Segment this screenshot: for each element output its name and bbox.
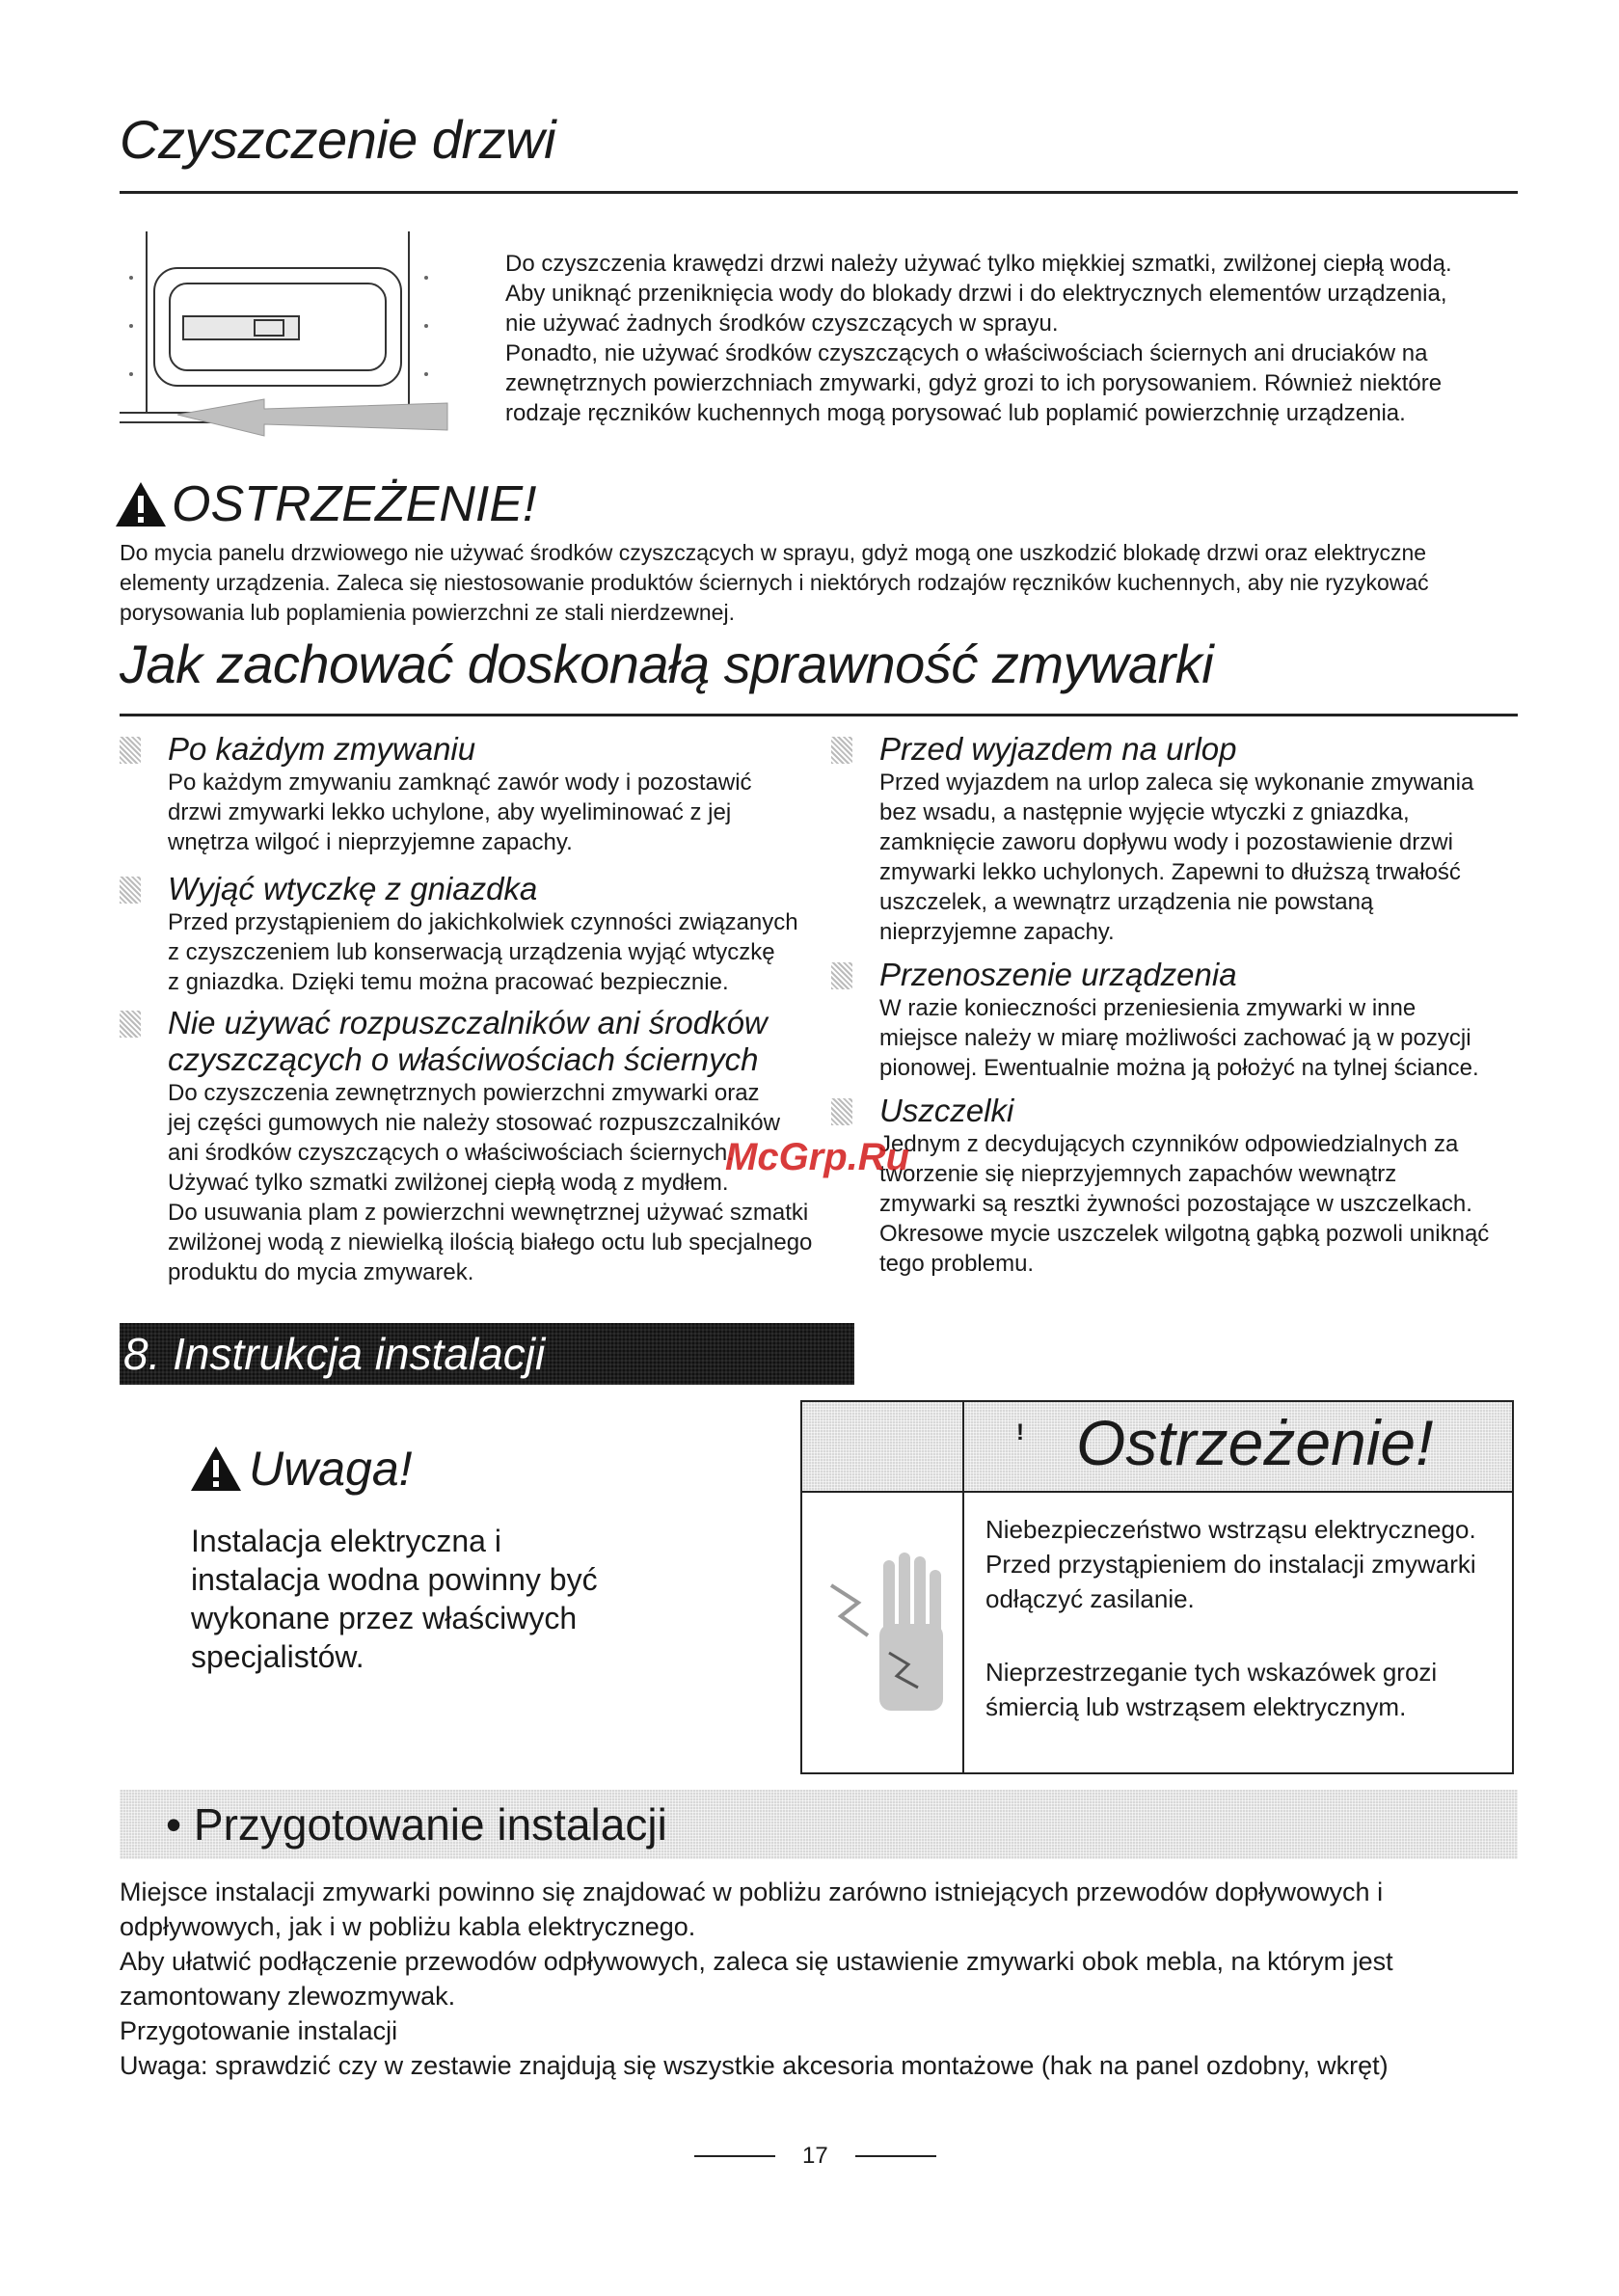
title-rule — [120, 191, 1518, 194]
caution-heading: Uwaga! — [249, 1442, 413, 1496]
preparation-band — [120, 1790, 1518, 1859]
tip-title: Wyjąć wtyczkę z gniazdka — [168, 871, 538, 906]
warning-box-exclaim: ! — [1016, 1419, 1024, 1445]
tip-title: Przenoszenie urządzenia — [879, 957, 1237, 992]
page-title: Czyszczenie drzwi — [120, 109, 556, 170]
tip-title: Przed wyjazdem na urlop — [879, 731, 1237, 767]
door-cleaning-text: Do czyszczenia krawędzi drzwi należy używać tylko miękkiej szmatki, zwilżonej ciepłą wodą. Aby uniknąć przeniknięcia wody do blokady drzwi i do elektrycznych elementów urządzenia, nie używać żadnych środków czyszczących w sprayu. Ponadto, nie używać środków czyszczących o właściwościach ściernych ani druciaków na zewnętrznych powierzchniach zmywarki, gdyż grozi to ich porysowaniem. Również niektóre rodzaje ręczników kuchennych mogą porysować lub poplamić powierzchnię urządzenia. — [505, 251, 1452, 426]
tip-text: Przed wyjazdem na urlop zaleca się wykonanie zmywania bez wsadu, a następnie wyjęcie wtyczki z gniazdka, zamknięcie zaworu dopływu wody i pozostawienie drzwi zmywarki lekko uchylonych. Zapewni to dłuższą trwałość uszczelek, a wewnątrz urządzenia nie powstaną nieprzyjemne zapachy. — [879, 770, 1474, 945]
tip-text: Przed przystąpieniem do jakichkolwiek czynności związanych z czyszczeniem lub konserwacją urządzenia wyjąć wtyczkę z gniazdka. Dzięki temu można pracować bezpiecznie. — [168, 909, 798, 995]
tip-title: Uszczelki — [879, 1093, 1014, 1128]
tip-after-wash — [120, 731, 833, 857]
dishwasher-door-illustration — [120, 220, 457, 451]
page-number: 17 — [802, 2143, 828, 2169]
warning-header — [114, 474, 536, 534]
footer-rule-left — [694, 2155, 775, 2157]
warning-heading: OSTRZEŻENIE! — [172, 476, 537, 532]
tip-bullet-icon — [831, 737, 852, 764]
caution-text: Instalacja elektryczna i instalacja wodna powinny być wykonane przez właściwych specjalistów. — [191, 1524, 598, 1674]
tip-title: Po każdym zmywaniu — [168, 731, 476, 767]
tip-vacation — [831, 731, 1545, 947]
preparation-heading: • Przygotowanie instalacji — [166, 1799, 667, 1850]
warning-box-text-1: Niebezpieczeństwo wstrząsu elektrycznego. Przed przystąpieniem do instalacji zmywarki odłączyć zasilanie. — [985, 1515, 1476, 1613]
tip-unplug — [120, 871, 833, 997]
preparation-text: Miejsce instalacji zmywarki powinno się znajdować w pobliżu zarówno istniejących przewodów dopływowych i odpływowych, jak i w pobliżu kabla elektrycznego. Aby ułatwić podłączenie przewodów odpływowych, zaleca się ustawienie zmywarki obok mebla, na którym jest zamontowany zlewozmywak. Przygotowanie instalacji Uwaga: sprawdzić czy w zestawie znajdują się wszystkie akcesoria montażowe (hak na panel ozdobny, wkręt) — [120, 1877, 1393, 2080]
section-installation-title: 8. Instrukcja instalacji — [123, 1329, 546, 1379]
electrical-warning-box — [800, 1400, 1514, 1774]
warning-box-text-2: Nieprzestrzeganie tych wskazówek grozi śmiercią lub wstrząsem elektrycznym. — [985, 1658, 1438, 1721]
caution-header — [189, 1441, 413, 1497]
page-footer — [694, 2143, 936, 2170]
tip-bullet-icon — [120, 1011, 141, 1038]
tip-bullet-icon — [831, 1098, 852, 1125]
warning-box-heading: Ostrzeżenie! — [1076, 1407, 1434, 1478]
tip-moving — [831, 957, 1545, 1083]
electric-hand-icon — [812, 1547, 957, 1720]
warning-triangle-icon — [189, 1445, 243, 1493]
tip-text: Do czyszczenia zewnętrznych powierzchni zmywarki oraz jej części gumowych nie należy stosować rozpuszczalników ani środków czyszczących o właściwościach ściernych. Używać tylko szmatki zwilżonej ciepłą wodą z mydłem. Do usuwania plam z powierzchni wewnętrznej używać szmatki zwilżonej wodą z niewielką ilością białego octu lub specjalnego produktu do mycia zmywarek. — [168, 1080, 813, 1285]
tip-title: Nie używać rozpuszczalników ani środków czyszczących o właściwościach ściernych — [168, 1005, 768, 1077]
section-installation-band — [120, 1323, 854, 1385]
tip-gaskets — [831, 1093, 1545, 1279]
warning-text: Do mycia panelu drzwiowego nie używać środków czyszczących w sprayu, gdyż mogą one uszkodzić blokadę drzwi oraz elektryczne elementy urządzenia. Zaleca się niestosowanie produktów ściernych i niektórych rodzajów ręczników kuchennych, aby nie ryzykować porysowania lub poplamienia powierzchni ze stali nierdzewnej. — [120, 540, 1429, 625]
watermark: McGrp.Ru — [725, 1136, 910, 1178]
warning-triangle-icon — [114, 480, 168, 528]
tip-text: Jednym z decydujących czynników odpowiedzialnych za tworzenie się nieprzyjemnych zapachów wewnątrz zmywarki są resztki żywności pozostające w uszczelkach. Okresowe mycie uszczelek wilgotną gąbką pozwoli uniknąć tego problemu. — [879, 1131, 1490, 1277]
maintenance-right-column — [831, 731, 1545, 1279]
maintenance-left-column — [120, 731, 833, 1287]
tip-bullet-icon — [120, 737, 141, 764]
warning-box-divider — [962, 1402, 964, 1772]
footer-rule-right — [855, 2155, 936, 2157]
tip-bullet-icon — [831, 962, 852, 989]
tip-text: Po każdym zmywaniu zamknąć zawór wody i pozostawić drzwi zmywarki lekko uchylone, aby wyeliminować z jej wnętrza wilgoć i nieprzyjemne zapachy. — [168, 770, 752, 855]
section-maintenance-rule — [120, 714, 1518, 716]
section-maintenance-title: Jak zachować doskonałą sprawność zmywarki — [120, 634, 1214, 694]
tip-bullet-icon — [120, 877, 141, 904]
warning-box-header-rule — [802, 1491, 1512, 1493]
tip-text: W razie konieczności przeniesienia zmywarki w inne miejsce należy w miarę możliwości zachować ją w pozycji pionowej. Ewentualnie można ją położyć na tylnej ściance. — [879, 995, 1479, 1081]
